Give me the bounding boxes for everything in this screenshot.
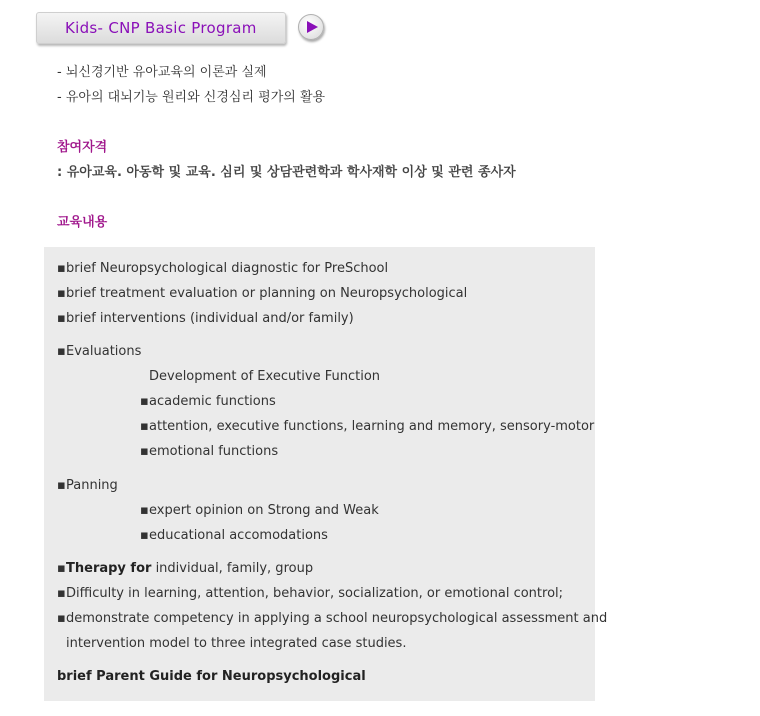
list-item: ▪brief interventions (individual and/or family): [57, 311, 354, 326]
list-item: ▪brief Neuropsychological diagnostic for PreSchool: [57, 261, 389, 276]
play-button[interactable]: [298, 14, 324, 40]
bullet-icon: ▪: [57, 286, 66, 301]
list-item: ▪educational accomodations: [140, 528, 328, 543]
bullet-icon: ▪: [140, 444, 149, 459]
bullet-icon: ▪: [57, 311, 66, 326]
bullet-icon: ▪: [57, 478, 66, 493]
bullet-icon: ▪: [57, 561, 66, 576]
qualification-heading: 참여자격: [57, 140, 108, 155]
bullet-icon: ▪: [57, 261, 66, 276]
intro-line-1: - 뇌신경기반 유아교육의 이론과 실제: [57, 65, 267, 80]
list-item: ▪emotional functions: [140, 444, 279, 459]
play-arrow-icon: [305, 20, 319, 34]
qualification-text: : 유아교육. 아동학 및 교육. 심리 및 상담관련학과 학사재학 이상 및 관련 종사자: [57, 165, 516, 180]
parent-guide-text: brief Parent Guide for Neuropsychological: [57, 669, 366, 684]
demonstrate-item-continued: intervention model to three integrated case studies.: [66, 636, 407, 651]
bullet-icon: ▪: [140, 394, 149, 409]
evaluations-subheading: Development of Executive Function: [149, 369, 381, 384]
panning-item: ▪Panning: [57, 478, 118, 493]
bullet-icon: ▪: [140, 503, 149, 518]
bullet-icon: ▪: [140, 528, 149, 543]
bullet-icon: ▪: [57, 611, 66, 626]
list-item: ▪brief treatment evaluation or planning on Neuropsychological: [57, 286, 468, 301]
program-title-bar: [36, 12, 286, 44]
list-item: ▪expert opinion on Strong and Weak: [140, 503, 379, 518]
evaluations-item: ▪Evaluations: [57, 344, 142, 359]
bullet-icon: ▪: [57, 586, 66, 601]
demonstrate-item: ▪demonstrate competency in applying a school neuropsychological assessment and: [57, 611, 608, 626]
difficulty-item: ▪Difficulty in learning, attention, behavior, socialization, or emotional control;: [57, 586, 564, 601]
bullet-icon: ▪: [140, 419, 149, 434]
intro-line-2: - 유아의 대뇌기능 원리와 신경심리 평가의 활용: [57, 90, 326, 105]
list-item: ▪academic functions: [140, 394, 276, 409]
education-content-box: [44, 247, 608, 701]
therapy-item: ▪Therapy for individual, family, group: [57, 561, 314, 576]
list-item: ▪attention, executive functions, learning and memory, sensory-motor: [140, 419, 595, 434]
bullet-icon: ▪: [57, 344, 66, 359]
education-heading: 교육내용: [57, 215, 108, 230]
program-title: Kids- CNP Basic Program: [65, 19, 257, 37]
